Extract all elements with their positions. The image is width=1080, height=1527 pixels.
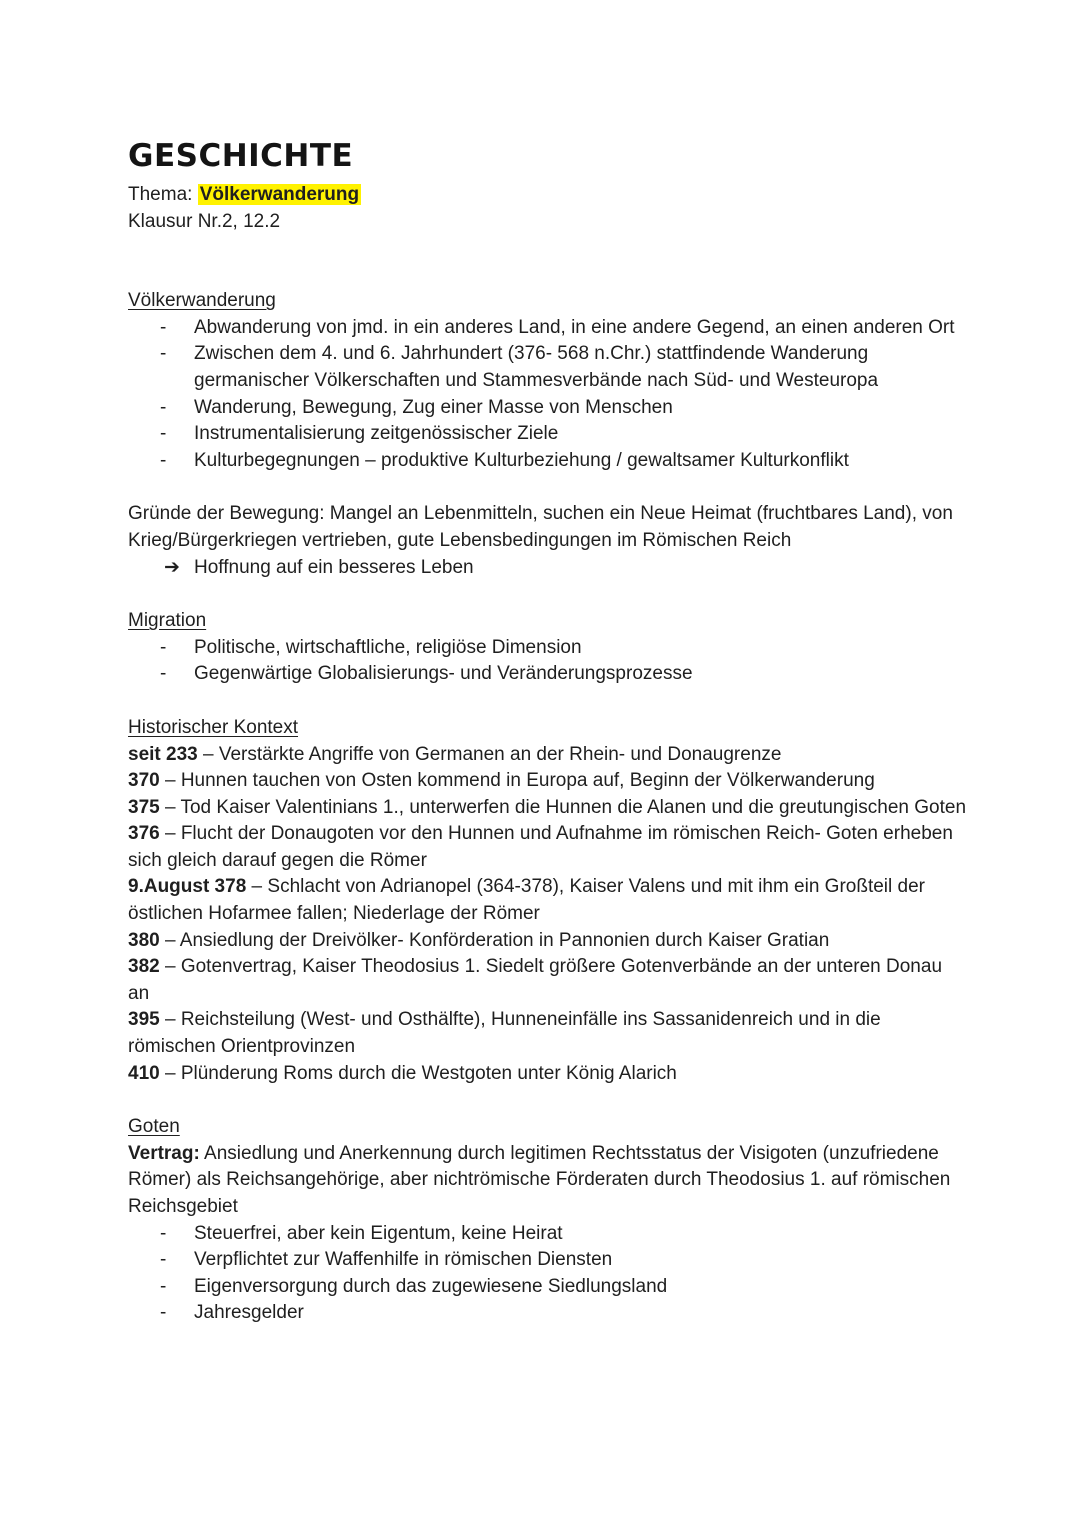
timeline-year: 410 [128, 1062, 160, 1084]
spacer [128, 474, 968, 501]
dash-bullet: - [160, 1275, 167, 1297]
list-item [128, 421, 968, 448]
list-item-text: Zwischen dem 4. und 6. Jahrhundert (376- 568 n.Chr.) stattfindende Wanderung germanischer Völkerschaften und Stammesverbände nach Süd- und Westeuropa [194, 343, 879, 391]
dash-bullet: - [160, 1222, 167, 1244]
list-item [128, 1274, 968, 1301]
spacer [128, 235, 968, 288]
dash-bullet: - [160, 343, 167, 365]
timeline-text: – Verstärkte Angriffe von Germanen an der Rhein- und Donaugrenze [197, 743, 782, 765]
timeline-year: 9.August 378 [128, 876, 247, 898]
topic-highlight: Völkerwanderung [199, 184, 360, 205]
timeline-year: 376 [128, 823, 160, 845]
dash-bullet: - [160, 423, 167, 445]
list-item-text: Politische, wirtschaftliche, religiöse Dimension [194, 636, 582, 658]
topic-line [128, 182, 968, 209]
list-item-text: Steuerfrei, aber kein Eigentum, keine Heirat [194, 1222, 563, 1244]
timeline-text: – Hunnen tauchen von Osten kommend in Europa auf, Beginn der Völkerwanderung [159, 770, 875, 792]
list-item [128, 635, 968, 662]
heading-voelkerwanderung: Völkerwanderung [128, 290, 276, 312]
list-item-text: Gegenwärtige Globalisierungs- und Veränderungsprozesse [194, 663, 693, 685]
document-title: GESCHICHTE [128, 138, 354, 174]
heading-historical-context: Historischer Kontext [128, 716, 299, 738]
list-item [128, 661, 968, 688]
timeline-year: 370 [128, 770, 160, 792]
timeline-entry [128, 954, 968, 1007]
timeline-text: – Tod Kaiser Valentinians 1., unterwerfen die Hunnen die Alanen und die greutungischen Goten [159, 796, 967, 818]
reasons-paragraph: Gründe der Bewegung: Mangel an Lebenmitteln, suchen ein Neue Heimat (fruchtbares Land), von Krieg/Bürgerkriegen vertrieben, gute Lebensbedingungen im Römischen Reich [128, 503, 953, 551]
timeline-year: 395 [128, 1009, 160, 1031]
list-item-text: Eigenversorgung durch das zugewiesene Siedlungsland [194, 1275, 668, 1297]
spacer [128, 581, 968, 608]
list-item [128, 395, 968, 422]
timeline-text: – Reichsteilung (West- und Osthälfte), Hunneneinfälle ins Sassanidenreich und in die römischen Orientprovinzen [128, 1009, 881, 1058]
list-migration [128, 635, 968, 688]
timeline-text: – Ansiedlung der Dreivölker- Konförderation in Pannonien durch Kaiser Gratian [159, 929, 830, 951]
list-item-text: Jahresgelder [194, 1302, 304, 1324]
list-voelkerwanderung [128, 315, 968, 475]
timeline-entry [128, 742, 968, 769]
conclusion-text: Hoffnung auf ein besseres Leben [194, 556, 474, 578]
timeline-text: – Flucht der Donaugoten vor den Hunnen und Aufnahme im römischen Reich- Goten erheben sich gleich darauf gegen die Römer [128, 823, 953, 871]
dash-bullet: - [160, 1249, 167, 1271]
list-item [128, 315, 968, 342]
vertrag-text: Ansiedlung und Anerkennung durch legitimen Rechtsstatus der Visigoten (unzufriedene Römer) als Reichsangehörige, aber nichtrömische Förderaten durch Theodosius 1. auf römischen Reichsgebiet [128, 1142, 951, 1217]
timeline-text: – Plünderung Roms durch die Westgoten unter König Alarich [159, 1062, 677, 1084]
topic-label: Thema: [128, 184, 198, 205]
heading-goten: Goten [128, 1116, 180, 1138]
timeline-text: – Gotenvertrag, Kaiser Theodosius 1. Siedelt größere Gotenverbände an der unteren Donau an [128, 956, 943, 1004]
arrow-right-icon: ➔ [164, 556, 180, 578]
timeline-entry [128, 768, 968, 795]
timeline-entry [128, 928, 968, 955]
list-item-text: Verpflichtet zur Waffenhilfe in römischen Diensten [194, 1249, 613, 1271]
exam-line: Klausur Nr.2, 12.2 [128, 210, 281, 232]
list-item-text: Kulturbegegnungen – produktive Kulturbeziehung / gewaltsamer Kulturkonflikt [194, 449, 849, 471]
timeline-entry [128, 874, 968, 927]
reasons-conclusion [128, 555, 968, 582]
timeline-year: seit 233 [128, 743, 198, 765]
list-item [128, 1300, 968, 1327]
document-page [128, 136, 968, 1327]
list-item [128, 448, 968, 475]
timeline-entry [128, 1007, 968, 1060]
list-item-text: Instrumentalisierung zeitgenössischer Ziele [194, 423, 559, 445]
spacer [128, 1087, 968, 1114]
timeline-year: 375 [128, 796, 160, 818]
heading-migration: Migration [128, 610, 207, 632]
list-item-text: Abwanderung von jmd. in ein anderes Land, in eine andere Gegend, an einen anderen Ort [194, 316, 955, 338]
timeline-entry [128, 795, 968, 822]
list-item [128, 1221, 968, 1248]
list-item [128, 1247, 968, 1274]
list-goten [128, 1221, 968, 1327]
timeline-year: 380 [128, 929, 160, 951]
spacer [128, 688, 968, 715]
vertrag-paragraph [128, 1141, 968, 1221]
dash-bullet: - [160, 316, 167, 338]
timeline-entry [128, 821, 968, 874]
dash-bullet: - [160, 663, 167, 685]
timeline-year: 382 [128, 956, 160, 978]
dash-bullet: - [160, 449, 167, 471]
dash-bullet: - [160, 636, 167, 658]
timeline-entry [128, 1061, 968, 1088]
dash-bullet: - [160, 1302, 167, 1324]
timeline-text: – Schlacht von Adrianopel (364-378), Kaiser Valens und mit ihm ein Großteil der östlichen Hofarmee fallen; Niederlage der Römer [128, 876, 925, 925]
list-item-text: Wanderung, Bewegung, Zug einer Masse von Menschen [194, 396, 673, 418]
vertrag-label: Vertrag: [128, 1142, 200, 1164]
list-item [128, 341, 968, 394]
dash-bullet: - [160, 396, 167, 418]
